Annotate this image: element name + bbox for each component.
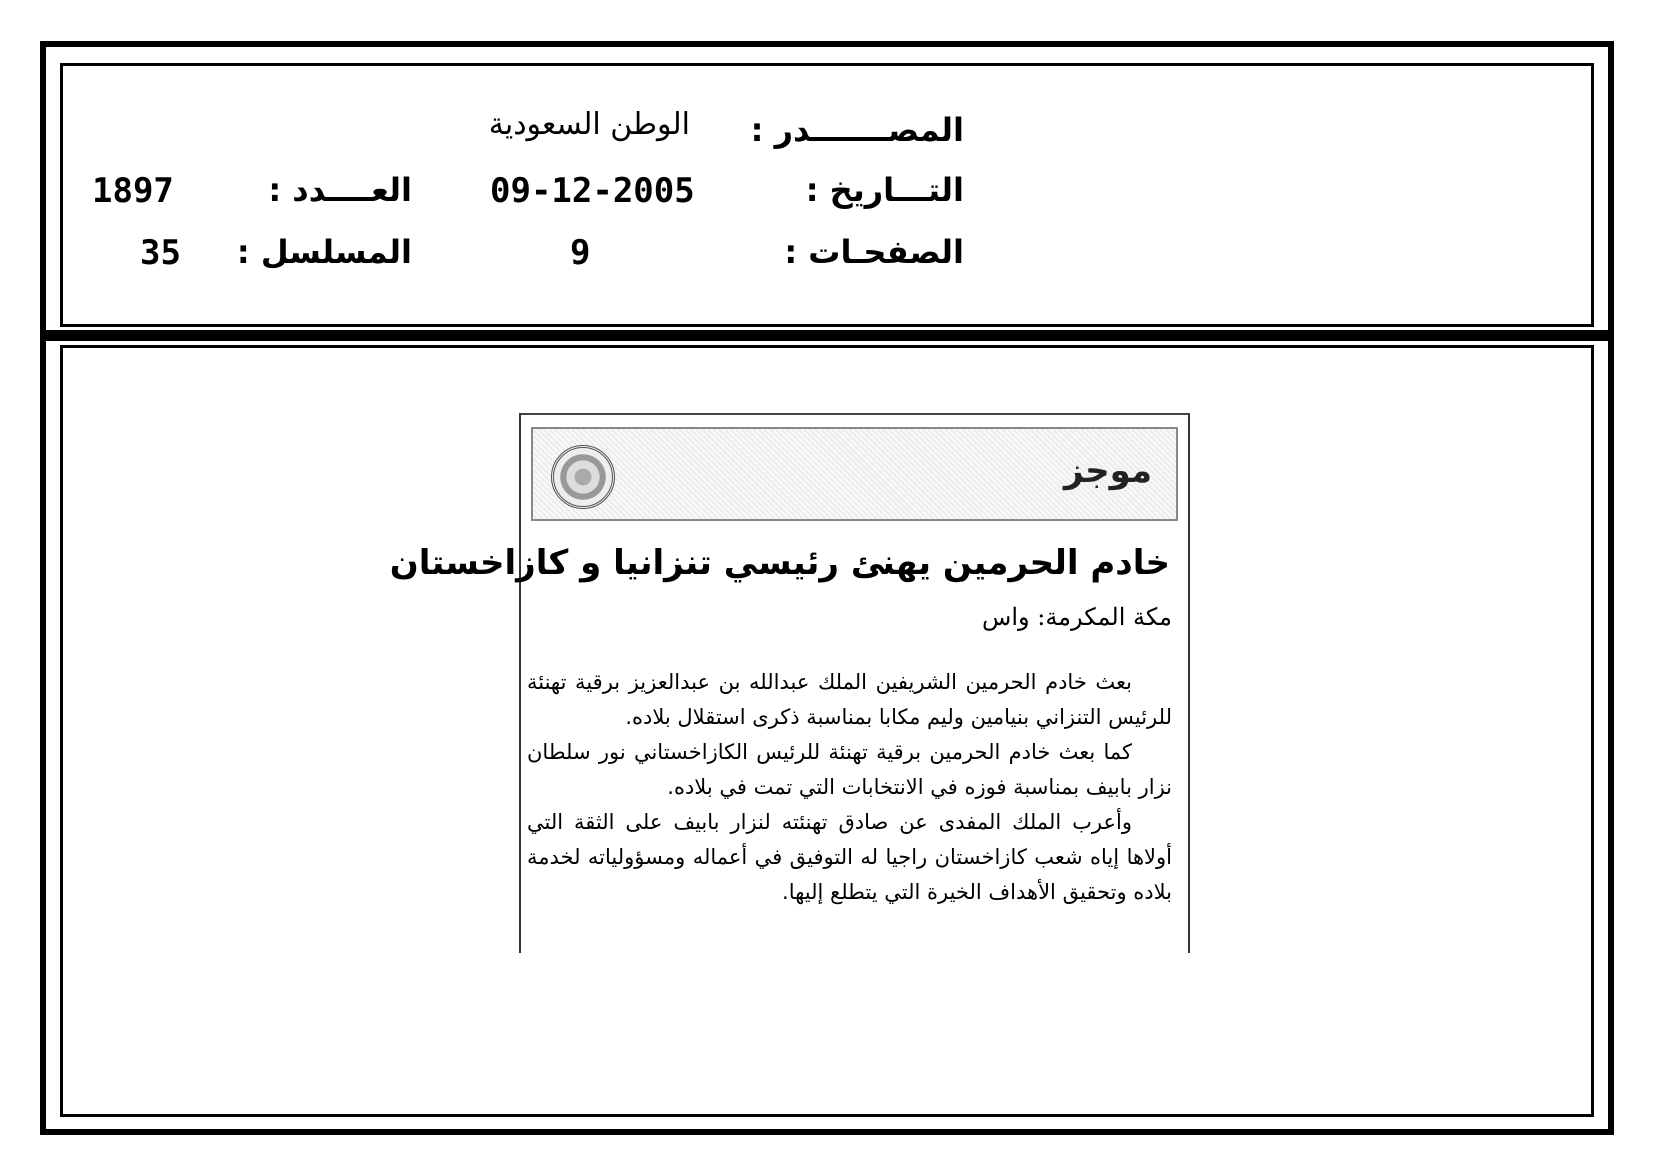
issue-value: 1897 <box>92 171 174 211</box>
article-headline: خادم الحرمين يهنئ رئيسي تنزانيا و كازاخستان <box>389 543 1170 583</box>
date-value: 09-12-2005 <box>490 171 695 211</box>
pages-value: 9 <box>570 233 591 273</box>
source-value: الوطن السعودية <box>488 107 690 142</box>
article-body <box>527 665 1172 910</box>
issue-label: العــــدد : <box>268 171 412 209</box>
article-paragraph: كما بعث خادم الحرمين برقية تهنئة للرئيس الكازاخستاني نور سلطان نزار بابيف بمناسبة فوزه في الانتخابات التي تمت في بلاده. <box>527 740 1172 799</box>
article-dateline: مكة المكرمة: واس <box>982 603 1172 631</box>
serial-value: 35 <box>140 233 181 273</box>
section-label: موجز <box>1063 451 1152 491</box>
article-paragraph: وأعرب الملك المفدى عن صادق تهنئته لنزار بابيف على الثقة التي أولاها إياه شعب كازاخستان راجيا له التوفيق في أعماله ومسؤولياته لخدمة بلاده وتحقيق الأهداف الخيرة التي يتطلع إليها. <box>527 810 1172 904</box>
serial-label: المسلسل : <box>236 233 412 271</box>
news-clipping <box>389 413 1190 953</box>
newspaper-emblem-icon <box>551 445 615 509</box>
article-paragraph: بعث خادم الحرمين الشريفين الملك عبدالله بن عبدالعزيز برقية تهنئة للرئيس التنزاني بنيامين وليم مكابا بمناسبة ذكرى استقلال بلاده. <box>527 670 1172 729</box>
section-banner <box>531 427 1178 521</box>
source-label: المصـــــــدر : <box>750 111 964 149</box>
pages-label: الصفحـات : <box>784 233 964 271</box>
date-label: التـــاريخ : <box>805 171 964 209</box>
